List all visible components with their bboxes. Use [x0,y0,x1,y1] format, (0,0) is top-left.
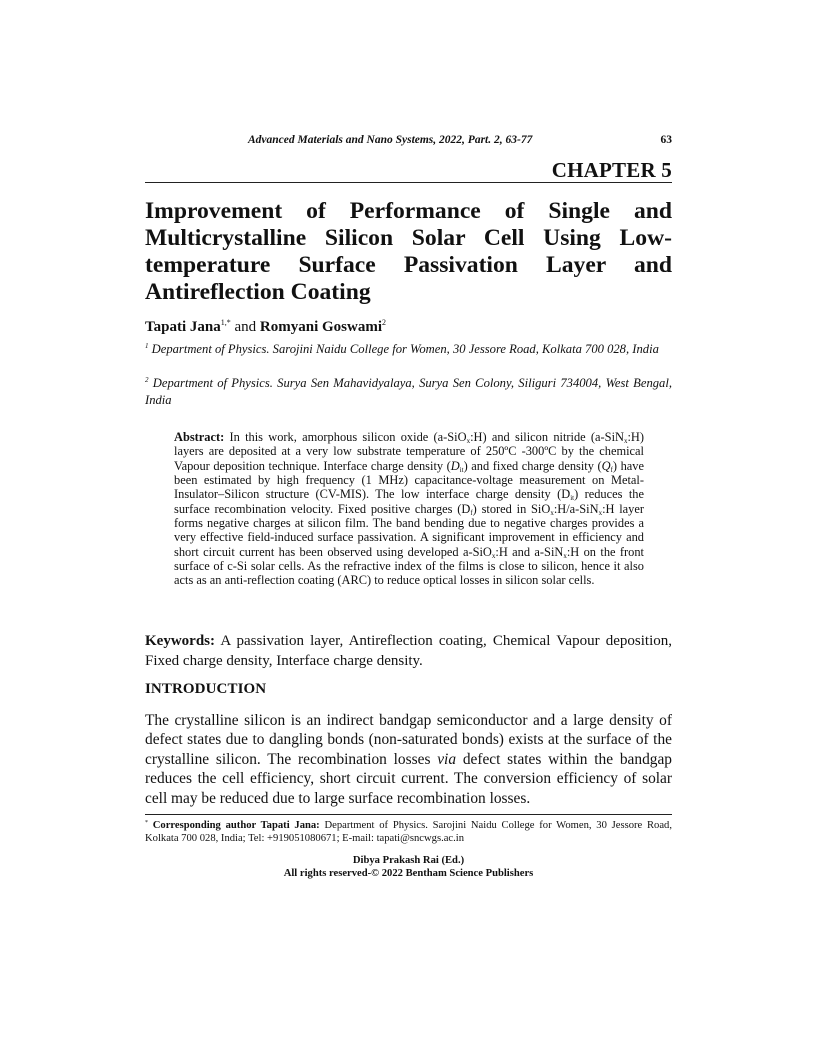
affiliation: $^2$ Department of Physics. Surya Sen Mahavidyalaya, Surya Sen Colony, Siliguri 734004, West Bengal, India [145,376,672,407]
footnote: * Corresponding author Tapati Jana: Department of Physics. Sarojini Naidu College for Women, 30 Jessore Road, Kolkata 700 028, India; Tel: +919051080671; E-mail: tapati@sncwgs.ac.in [145,820,672,845]
author-name: Romyani Goswami [259,319,382,335]
intro-paragraph: The crystalline silicon is an indirect bandgap semiconductor and a large density of defect states due to dangling bonds (non-saturated bonds) exists at the surface of the crystalline silicon. The recombination losses via defect states within the bandgap reduces the cell efficiency, short circuit current. The conversion efficiency of solar cell may be reduced due to large surface recombination losses. [145,712,672,807]
publisher-block [145,854,672,880]
keywords-label: Keywords: [145,633,215,649]
footnote-divider [145,814,672,815]
chapter-divider [145,182,672,183]
author-name: Tapati Jana [145,319,221,335]
keywords: Keywords: A passivation layer, Antireflection coating, Chemical Vapour deposition, Fixed charge density, Interface charge density. [145,633,672,669]
section-heading: INTRODUCTION [145,681,267,697]
chapter-label: CHAPTER 5 [551,158,672,182]
editor-line: Dibya Prakash Rai (Ed.) [352,855,465,866]
journal-citation: Advanced Materials and Nano Systems, 2022, Part. 2, 63-77 [248,134,533,146]
paper-title: Improvement of Performance of Single and Multicrystalline Silicon Solar Cell Using Low-temperature Surface Passivation Layer and Antireflection Coating [145,198,672,305]
affiliation: $^1$ Department of Physics. Sarojini Naidu College for Women, 30 Jessore Road, Kolkata 700 028, India [145,342,659,356]
abstract-label: Abstract: [174,430,225,444]
page-number: 63 [660,134,672,146]
abstract: Abstract: In this work, amorphous silicon oxide (a-SiO$_x$:H) and silicon nitride (a-SiN$_x$:H) layers are deposited at a very low substrate temperature of 250ºC -300ºC by the chemical Vapour deposition technique. Interface charge density $(D_{it})$ and fixed charge density $(Q_f)$ have been estimated by high frequency (1 MHz) capacitance-voltage measurement on Metal-Insulator–Silicon structure (CV-MIS). The low interface charge density $(D_{it})$ reduces the surface recombination velocity. Fixed positive charges $(D_f)$ stored in SiO$_x$:H/a-SiN$_x$:H layer forms negative charges at silicon film. The band bending due to negative charges provides a very effective field-induced surface passivation. A significant improvement in efficiency and short circuit current has been observed using developed a-SiO$_x$:H and a-SiN$_x$:H on the front surface of c-Si solar cells. As the refractive index of the films is close to silicon, hence it also acts as an anti-reflection coating (ARC) to reduce optical losses in silicon solar cells. [174,430,644,588]
rights-line: All rights reserved-© 2022 Bentham Science Publishers [283,868,534,879]
author-line: Tapati Jana$^{1,*}$ and Romyani Goswami$^2$ [145,318,386,335]
